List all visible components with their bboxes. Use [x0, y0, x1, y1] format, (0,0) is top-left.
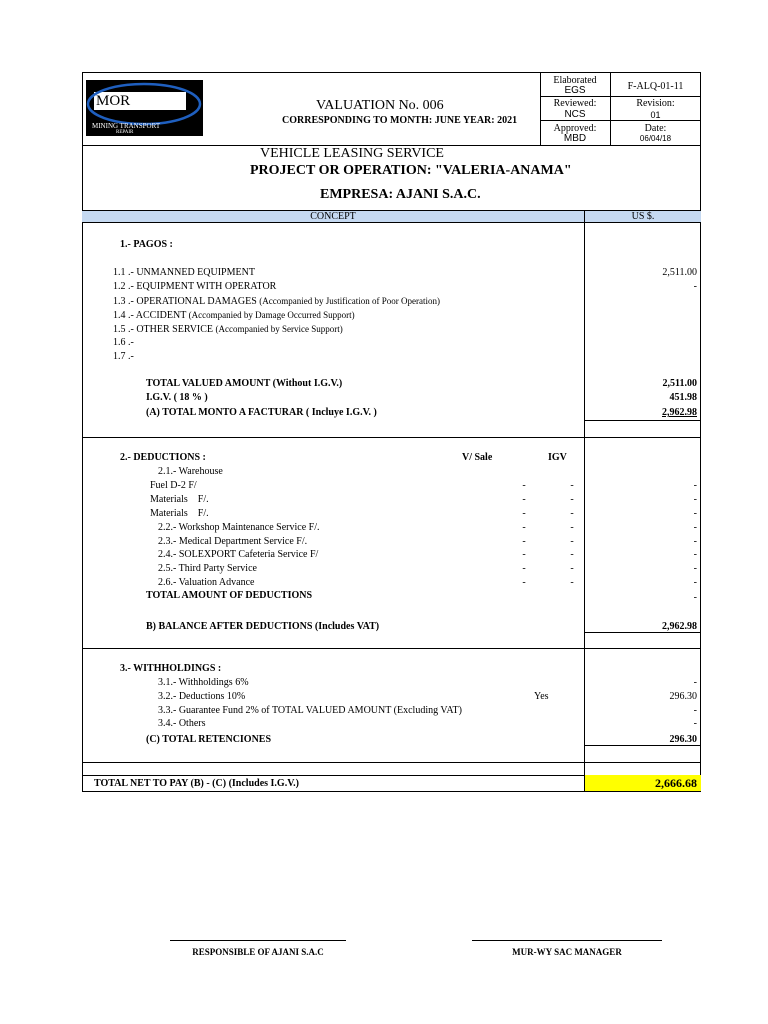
balance-b-label: B) BALANCE AFTER DEDUCTIONS (Includes VAT): [146, 621, 380, 632]
elaborated-value: EGS: [564, 85, 586, 96]
list-item: 2.2.- Workshop Maintenance Service F/.: [158, 522, 320, 533]
list-item: 3.3.- Guarantee Fund 2% of TOTAL VALUED AMOUNT (Excluding VAT): [158, 705, 462, 716]
list-item: 1.3 .- OPERATIONAL DAMAGES (Accompanied by Justification of Poor Operation): [113, 296, 440, 307]
company-name: EMPRESA: AJANI S.A.C.: [320, 187, 481, 202]
balance-b-value: 2,962.98: [662, 621, 697, 632]
signature-line-right: [472, 940, 662, 941]
reviewed-label: Reviewed:: [553, 98, 597, 109]
service-name: VEHICLE LEASING SERVICE: [260, 146, 444, 161]
logo-subtitle: MINING TRANSPORT: [92, 122, 161, 130]
list-item: 1.6 .-: [113, 337, 134, 348]
list-item: 1.2 .- EQUIPMENT WITH OPERATOR: [113, 281, 277, 292]
total-a-value: 2,962.98: [662, 407, 697, 418]
approved-label: Approved:: [553, 123, 597, 134]
total-a-rule: [585, 420, 701, 421]
net-value: 2,666.68: [655, 776, 697, 790]
signature-right: MUR-WY SAC MANAGER: [512, 947, 622, 957]
igv-value: -: [570, 563, 574, 574]
list-item: 2.6.- Valuation Advance: [158, 577, 255, 588]
list-item-value: -: [693, 577, 697, 588]
logo-subtitle-2: REPAIR: [116, 130, 134, 135]
vsale-value: -: [522, 577, 526, 588]
list-item-value: -: [693, 549, 697, 560]
igv-value: -: [570, 549, 574, 560]
total-valued-label: TOTAL VALUED AMOUNT (Without I.G.V.): [146, 378, 343, 389]
list-item: 2.3.- Medical Department Service F/.: [158, 536, 308, 547]
vsale-value: -: [522, 494, 526, 505]
concept-column-header: CONCEPT: [310, 211, 356, 222]
list-item-flag: Yes: [534, 691, 549, 702]
us-column-header: US $.: [631, 211, 655, 222]
list-item-value: -: [693, 281, 697, 292]
list-item-value: 2,511.00: [662, 267, 697, 278]
section-1-divider: [82, 437, 701, 438]
list-item: Materials F/.: [150, 508, 209, 519]
list-item-value: -: [693, 494, 697, 505]
list-item: 2.4.- SOLEXPORT Cafeteria Service F/: [158, 549, 319, 560]
igv-value: -: [570, 494, 574, 505]
revision-value: 01: [650, 110, 661, 120]
list-item: 3.1.- Withholdings 6%: [158, 677, 249, 688]
list-item-value: -: [693, 677, 697, 688]
vsale-value: -: [522, 508, 526, 519]
logo-text: MOR: [96, 93, 131, 109]
igv-column-header: IGV: [548, 452, 567, 463]
list-item-value: -: [693, 522, 697, 533]
vsale-value: -: [522, 522, 526, 533]
igv-value: -: [570, 480, 574, 491]
list-item: 1.1 .- UNMANNED EQUIPMENT: [113, 267, 255, 278]
date-value: 06/04/18: [639, 134, 672, 143]
list-item: 1.7 .-: [113, 351, 134, 362]
list-item: 3.4.- Others: [158, 718, 206, 729]
igv-value: -: [570, 508, 574, 519]
vsale-value: -: [522, 480, 526, 491]
reviewed-value: NCS: [564, 109, 586, 120]
igv-value: -: [570, 536, 574, 547]
list-item: 3.2.- Deductions 10%: [158, 691, 246, 702]
signature-left: RESPONSIBLE OF AJANI S.A.C: [192, 947, 324, 957]
total-c-label: (C) TOTAL RETENCIONES: [146, 734, 272, 745]
net-label: TOTAL NET TO PAY (B) - (C) (Includes I.G.V.): [94, 778, 299, 789]
list-item-value: -: [693, 718, 697, 729]
list-item: Fuel D-2 F/: [150, 480, 197, 491]
vsale-value: -: [522, 549, 526, 560]
list-item: 2.1.- Warehouse: [158, 466, 223, 477]
list-item: Materials F/.: [150, 494, 209, 505]
signature-line-left: [170, 940, 346, 941]
document-code: F-ALQ-01-11: [627, 81, 684, 92]
date-label: Date:: [644, 123, 667, 134]
list-item-value: -: [693, 536, 697, 547]
page-title: VALUATION No. 006: [316, 98, 444, 113]
total-valued-value: 2,511.00: [662, 378, 697, 389]
vsale-value: -: [522, 536, 526, 547]
total-deductions-value: -: [693, 592, 697, 603]
section-3-divider: [82, 762, 701, 763]
igv-value: -: [570, 577, 574, 588]
section-2-divider: [82, 648, 701, 649]
total-deductions-label: TOTAL AMOUNT OF DEDUCTIONS: [146, 590, 313, 601]
balance-b-rule: [585, 632, 701, 633]
page-subtitle: CORRESPONDING TO MONTH: JUNE YEAR: 2021: [282, 115, 518, 126]
project-name: PROJECT OR OPERATION: "VALERIA-ANAMA": [250, 163, 572, 178]
deductions-heading: 2.- DEDUCTIONS :: [120, 452, 206, 463]
elaborated-label: Elaborated: [553, 75, 597, 86]
list-item-value: -: [693, 480, 697, 491]
list-item-value: 296.30: [669, 691, 697, 702]
list-item: 2.5.- Third Party Service: [158, 563, 257, 574]
igv-value: 451.98: [669, 392, 697, 403]
total-a-label: (A) TOTAL MONTO A FACTURAR ( Incluye I.G.V. ): [146, 407, 377, 418]
vsale-column-header: V/ Sale: [462, 452, 493, 463]
pagos-heading: 1.- PAGOS :: [120, 239, 173, 250]
total-c-value: 296.30: [669, 734, 697, 745]
list-item-value: -: [693, 563, 697, 574]
igv-label: I.G.V. ( 18 % ): [146, 392, 208, 403]
list-item-value: -: [693, 508, 697, 519]
company-logo: [86, 80, 203, 136]
withholdings-heading: 3.- WITHHOLDINGS :: [120, 663, 222, 674]
list-item-value: -: [693, 705, 697, 716]
vsale-value: -: [522, 563, 526, 574]
revision-label: Revision:: [636, 98, 675, 109]
amount-column-divider: [584, 210, 585, 792]
list-item: 1.4 .- ACCIDENT (Accompanied by Damage Occurred Support): [113, 310, 355, 321]
igv-value: -: [570, 522, 574, 533]
list-item: 1.5 .- OTHER SERVICE (Accompanied by Service Support): [113, 324, 343, 335]
approved-value: MBD: [563, 133, 587, 144]
total-c-rule: [585, 745, 701, 746]
